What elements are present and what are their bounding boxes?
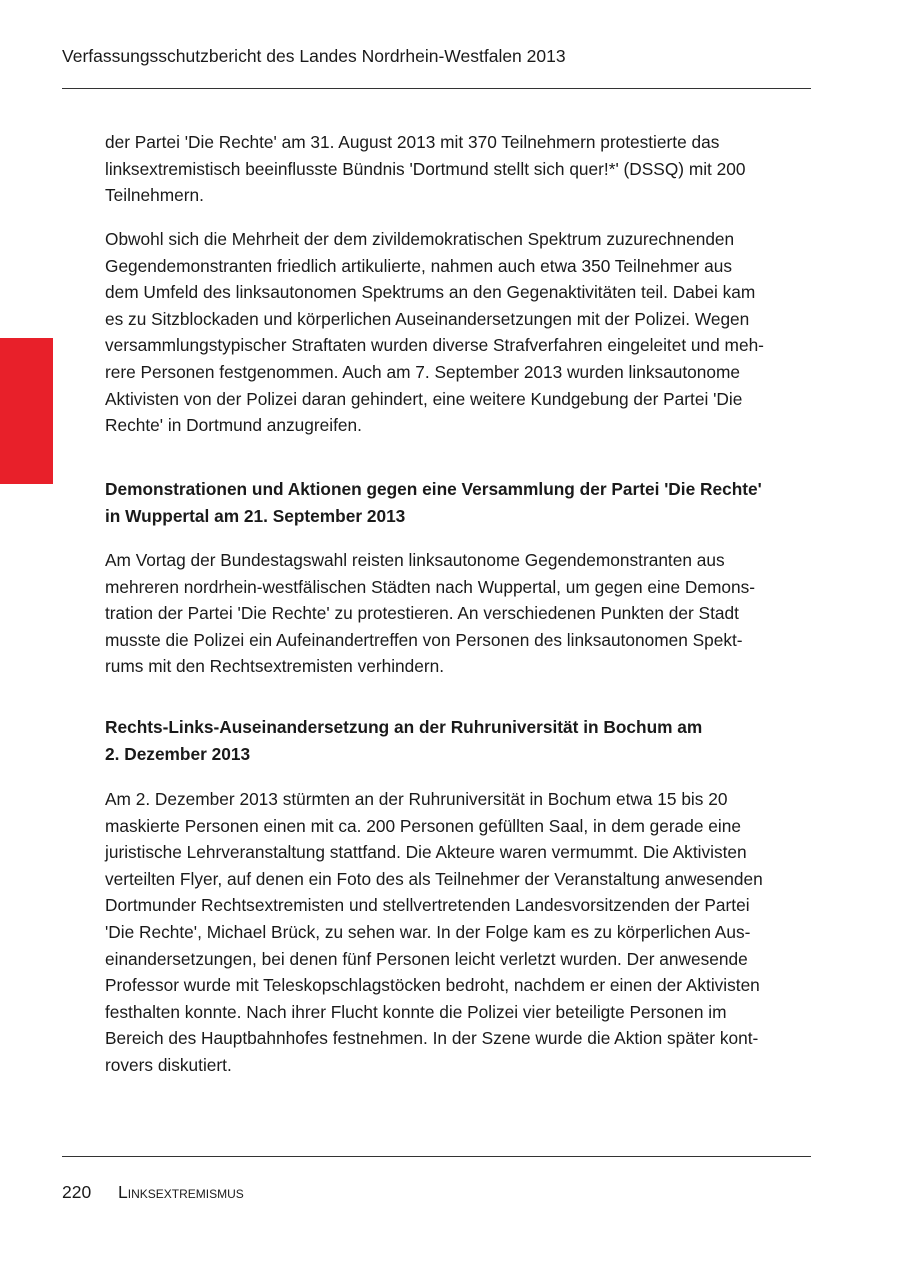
section-heading-bochum <box>105 714 825 767</box>
text-line: 2. Dezember 2013 <box>105 743 251 764</box>
text-line: rovers diskutiert. <box>105 1054 232 1075</box>
text-line: Am Vortag der Bundestagswahl reisten linksautonome Gegendemonstranten aus <box>105 550 725 570</box>
text-line: Teilnehmern. <box>105 185 204 206</box>
section-name: Linksextremismus <box>118 1182 244 1202</box>
text-line: rums mit den Rechtsextremisten verhindern. <box>105 656 445 677</box>
text-line: Professor wurde mit Teleskopschlagstöcken bedroht, nachdem er einen der Aktivisten <box>105 975 760 996</box>
text-line: Bereich des Hauptbahnhofes festnehmen. In der Szene wurde die Aktion später kont- <box>105 1028 759 1049</box>
text-line: Gegendemonstranten friedlich artikulierte, nahmen auch etwa 350 Teilnehmer aus <box>105 255 732 276</box>
text-line: mehreren nordrhein-westfälischen Städten nach Wuppertal, um gegen eine Demons- <box>105 576 756 597</box>
text-line: musste die Polizei ein Aufeinandertreffen von Personen des linksautonomen Spekt- <box>105 629 743 650</box>
paragraph-4 <box>105 786 825 1079</box>
paragraph-3 <box>105 547 825 680</box>
text-line: verteilten Flyer, auf denen ein Foto des als Teilnehmer der Veranstaltung anwesenden <box>105 868 763 889</box>
text-line: rere Personen festgenommen. Auch am 7. September 2013 wurden linksautonome <box>105 361 740 382</box>
text-line: 'Die Rechte', Michael Brück, zu sehen war. In der Folge kam es zu körperlichen Aus- <box>105 921 751 942</box>
text-line: dem Umfeld des linksautonomen Spektrums an den Gegenaktivitäten teil. Dabei kam <box>105 282 756 303</box>
text-line: in Wuppertal am 21. September 2013 <box>105 505 406 526</box>
text-line: maskierte Personen einen mit ca. 200 Personen gefüllten Saal, in dem gerade eine <box>105 815 741 836</box>
text-line: Rechte' in Dortmund anzugreifen. <box>105 415 362 436</box>
chapter-marker <box>0 338 53 484</box>
page-number: 220 <box>62 1182 92 1202</box>
text-line: Obwohl sich die Mehrheit der dem zivildemokratischen Spektrum zuzurechnenden <box>105 229 735 249</box>
footer-divider <box>62 1156 811 1157</box>
text-line: Aktivisten von der Polizei daran gehindert, eine weitere Kundgebung der Partei 'Die <box>105 388 743 409</box>
text-line: festhalten konnte. Nach ihrer Flucht konnte die Polizei vier beteiligte Personen im <box>105 1001 727 1022</box>
paragraph-2 <box>105 226 825 439</box>
text-line: Rechts-Links-Auseinandersetzung an der Ruhruniversität in Bochum am <box>105 717 703 737</box>
text-line: versammlungstypischer Straftaten wurden diverse Strafverfahren eingeleitet und meh- <box>105 335 764 356</box>
text-line: es zu Sitzblockaden und körperlichen Auseinandersetzungen mit der Polizei. Wegen <box>105 308 750 329</box>
text-line: juristische Lehrveranstaltung stattfand. Die Akteure waren vermummt. Die Aktivisten <box>105 842 747 863</box>
text-line: tration der Partei 'Die Rechte' zu protestieren. An verschiedenen Punkten der Stadt <box>105 603 739 624</box>
text-line: der Partei 'Die Rechte' am 31. August 2013 mit 370 Teilnehmern protestierte das <box>105 132 720 152</box>
running-header: Verfassungsschutzbericht des Landes Nordrhein-Westfalen 2013 <box>62 46 566 66</box>
paragraph-1 <box>105 129 825 209</box>
text-line: Demonstrationen und Aktionen gegen eine Versammlung der Partei 'Die Rechte' <box>105 479 762 499</box>
text-line: einandersetzungen, bei denen fünf Personen leicht verletzt wurden. Der anwesende <box>105 948 748 969</box>
text-line: Dortmunder Rechtsextremisten und stellvertretenden Landesvorsitzenden der Partei <box>105 895 750 916</box>
header-divider <box>62 88 811 89</box>
text-line: linksextremistisch beeinflusste Bündnis 'Dortmund stellt sich quer!*' (DSSQ) mit 200 <box>105 158 746 179</box>
section-heading-wuppertal <box>105 476 825 529</box>
text-line: Am 2. Dezember 2013 stürmten an der Ruhruniversität in Bochum etwa 15 bis 20 <box>105 789 728 809</box>
